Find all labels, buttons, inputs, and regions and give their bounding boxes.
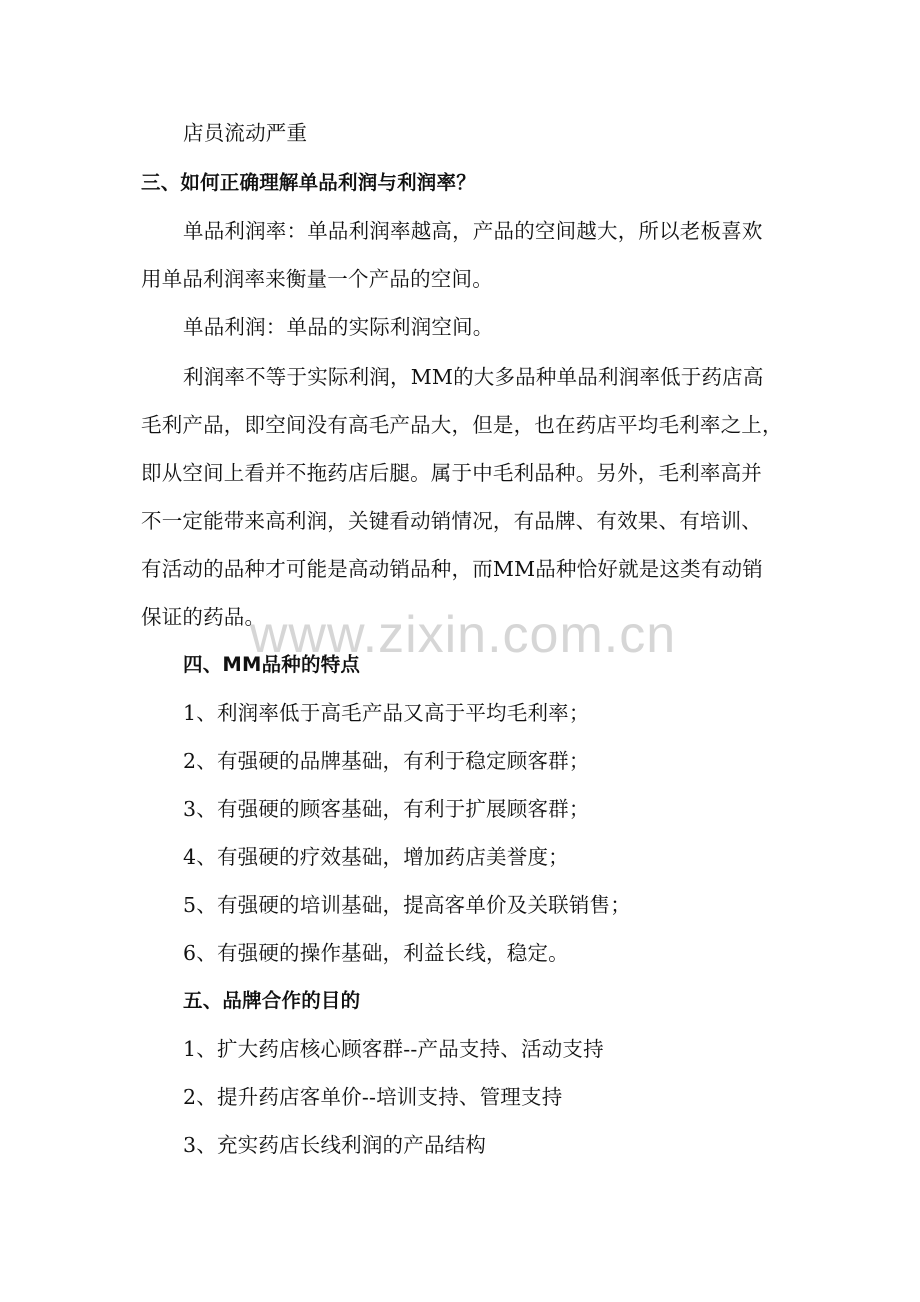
paragraph-line: 有活动的品种才可能是高动销品种，而MM品种恰好就是这类有动销	[141, 557, 763, 581]
paragraph-line: 利润率不等于实际利润，MM的大多品种单品利润率低于药店高	[183, 365, 764, 389]
paragraph-line: 保证的药品。	[141, 605, 266, 629]
list-item: 4、有强硬的疗效基础，增加药店美誉度；	[183, 845, 569, 869]
paragraph-line: 不一定能带来高利润，关键看动销情况，有品牌、有效果、有培训、	[141, 509, 762, 533]
text-line: 店员流动严重	[183, 121, 308, 145]
list-item: 1、利润率低于高毛产品又高于平均毛利率；	[183, 701, 590, 725]
section-heading-4: 四、MM品种的特点	[183, 653, 361, 676]
list-item: 2、提升药店客单价--培训支持、管理支持	[183, 1085, 563, 1109]
list-item: 5、有强硬的培训基础，提高客单价及关联销售；	[183, 893, 631, 917]
list-item: 2、有强硬的品牌基础，有利于稳定顾客群；	[183, 749, 590, 773]
section-heading-5: 五、品牌合作的目的	[183, 989, 361, 1012]
section-heading-3: 三、如何正确理解单品利润与利润率？	[141, 171, 476, 194]
paragraph-line: 单品利润率：单品利润率越高，产品的空间越大，所以老板喜欢	[183, 219, 763, 243]
list-item: 6、有强硬的操作基础，利益长线，稳定。	[183, 941, 569, 965]
list-item: 3、有强硬的顾客基础，有利于扩展顾客群；	[183, 797, 590, 821]
list-item: 3、充实药店长线利润的产品结构	[183, 1133, 487, 1157]
paragraph-line: 用单品利润率来衡量一个产品的空间。	[141, 267, 493, 291]
paragraph-line: 毛利产品，即空间没有高毛产品大，但是，也在药店平均毛利率之上，	[141, 413, 783, 437]
paragraph-line: 即从空间上看并不拖药店后腿。属于中毛利品种。另外，毛利率高并	[141, 461, 762, 485]
list-item: 1、扩大药店核心顾客群--产品支持、活动支持	[183, 1037, 604, 1061]
watermark: www.zixin.com.cn	[249, 606, 677, 664]
paragraph-line: 单品利润：单品的实际利润空间。	[183, 315, 494, 339]
